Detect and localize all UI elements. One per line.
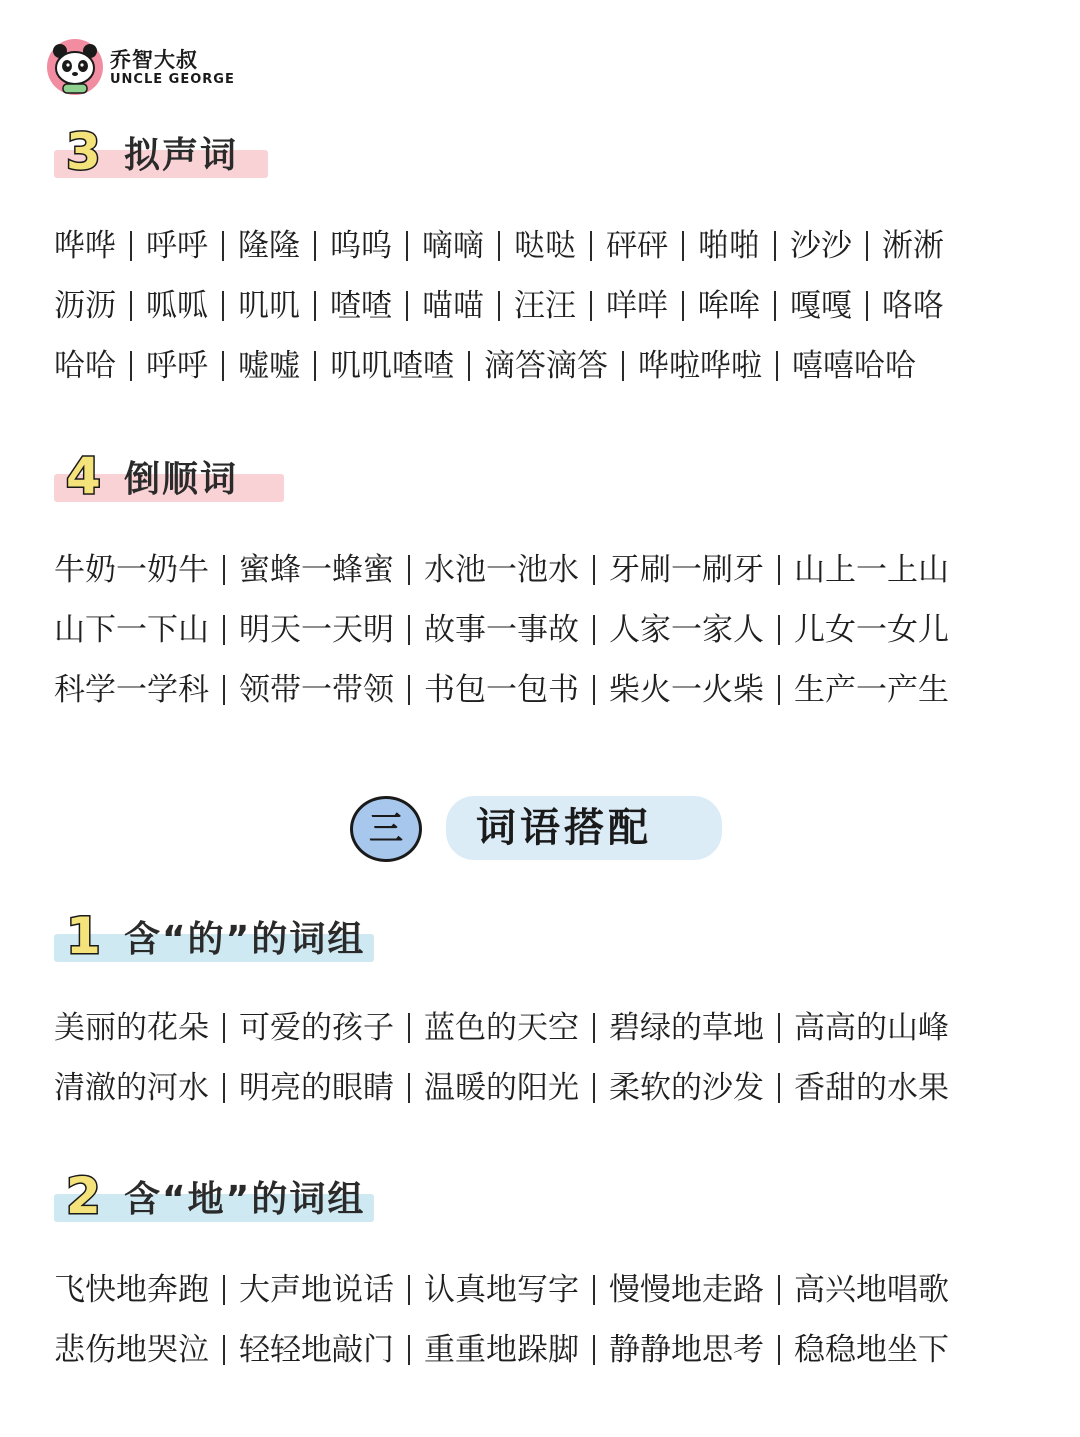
section-heading-di-phrases bbox=[54, 1166, 376, 1230]
word-item: 咩咩 bbox=[606, 288, 668, 324]
separator-bar bbox=[590, 291, 592, 321]
word-item: 滴答滴答 bbox=[484, 348, 608, 384]
word-item: 人家一家人 bbox=[609, 612, 764, 648]
word-item: 喵喵 bbox=[422, 288, 484, 324]
word-item: 水池一池水 bbox=[424, 552, 579, 588]
word-item: 柔软的沙发 bbox=[609, 1070, 764, 1106]
separator-bar bbox=[130, 231, 132, 261]
word-item: 呱呱 bbox=[146, 288, 208, 324]
word-item: 重重地跺脚 bbox=[424, 1332, 579, 1368]
word-item: 悲伤地哭泣 bbox=[54, 1332, 209, 1368]
word-item: 哗哗 bbox=[54, 228, 116, 264]
word-row bbox=[54, 1066, 1014, 1110]
separator-bar bbox=[223, 615, 225, 645]
word-item: 呜呜 bbox=[330, 228, 392, 264]
separator-bar bbox=[593, 675, 595, 705]
word-item: 哒哒 bbox=[514, 228, 576, 264]
word-row bbox=[54, 1006, 1014, 1050]
separator-bar bbox=[778, 1073, 780, 1103]
word-item: 咯咯 bbox=[882, 288, 944, 324]
separator-bar bbox=[593, 1335, 595, 1365]
word-item: 哗啦哗啦 bbox=[638, 348, 762, 384]
separator-bar bbox=[222, 231, 224, 261]
word-row bbox=[54, 1268, 1014, 1312]
section-title: 倒顺词 bbox=[124, 459, 239, 500]
separator-bar bbox=[774, 291, 776, 321]
separator-bar bbox=[223, 1073, 225, 1103]
separator-bar bbox=[778, 1275, 780, 1305]
separator-bar bbox=[682, 291, 684, 321]
separator-bar bbox=[593, 555, 595, 585]
separator-bar bbox=[776, 351, 778, 381]
brand-logo bbox=[46, 38, 246, 98]
separator-bar bbox=[778, 675, 780, 705]
separator-bar bbox=[223, 1275, 225, 1305]
word-row bbox=[54, 548, 1014, 592]
logo-english-name: UNCLE GEORGE bbox=[110, 72, 235, 87]
separator-bar bbox=[408, 555, 410, 585]
word-item: 碧绿的草地 bbox=[609, 1010, 764, 1046]
word-item: 喳喳 bbox=[330, 288, 392, 324]
word-item: 牙刷一刷牙 bbox=[609, 552, 764, 588]
word-item: 蜜蜂一蜂蜜 bbox=[239, 552, 394, 588]
word-item: 隆隆 bbox=[238, 228, 300, 264]
word-item: 淅淅 bbox=[882, 228, 944, 264]
section-title: 含“地”的词组 bbox=[124, 1179, 366, 1220]
word-item: 明天一天明 bbox=[239, 612, 394, 648]
word-item: 稳稳地坐下 bbox=[794, 1332, 949, 1368]
separator-bar bbox=[314, 291, 316, 321]
separator-bar bbox=[866, 291, 868, 321]
section-title: 拟声词 bbox=[124, 135, 239, 176]
separator-bar bbox=[498, 231, 500, 261]
word-item: 清澈的河水 bbox=[54, 1070, 209, 1106]
separator-bar bbox=[222, 351, 224, 381]
separator-bar bbox=[408, 675, 410, 705]
word-item: 飞快地奔跑 bbox=[54, 1272, 209, 1308]
word-item: 儿女一女儿 bbox=[794, 612, 949, 648]
section-heading-onomatopoeia bbox=[54, 122, 274, 186]
separator-bar bbox=[222, 291, 224, 321]
word-item: 书包一包书 bbox=[424, 672, 579, 708]
word-row bbox=[54, 1328, 1014, 1372]
section-title: 含“的”的词组 bbox=[124, 919, 366, 960]
word-item: 美丽的花朵 bbox=[54, 1010, 209, 1046]
separator-bar bbox=[593, 615, 595, 645]
word-row bbox=[54, 284, 1014, 328]
word-item: 嘀嘀 bbox=[422, 228, 484, 264]
separator-bar bbox=[223, 555, 225, 585]
word-row bbox=[54, 344, 1014, 388]
separator-bar bbox=[406, 291, 408, 321]
word-item: 故事一事故 bbox=[424, 612, 579, 648]
separator-bar bbox=[314, 231, 316, 261]
word-item: 汪汪 bbox=[514, 288, 576, 324]
word-item: 呼呼 bbox=[146, 348, 208, 384]
word-item: 温暖的阳光 bbox=[424, 1070, 579, 1106]
chapter-number: 三 bbox=[350, 796, 422, 862]
separator-bar bbox=[622, 351, 624, 381]
word-row bbox=[54, 224, 1014, 268]
word-item: 大声地说话 bbox=[239, 1272, 394, 1308]
word-item: 轻轻地敲门 bbox=[239, 1332, 394, 1368]
word-item: 明亮的眼睛 bbox=[239, 1070, 394, 1106]
word-item: 高兴地唱歌 bbox=[794, 1272, 949, 1308]
separator-bar bbox=[130, 351, 132, 381]
word-row bbox=[54, 668, 1014, 712]
word-item: 嘎嘎 bbox=[790, 288, 852, 324]
separator-bar bbox=[866, 231, 868, 261]
chapter-heading bbox=[350, 792, 730, 868]
word-item: 叽叽 bbox=[238, 288, 300, 324]
section-heading-de-phrases bbox=[54, 906, 376, 970]
separator-bar bbox=[314, 351, 316, 381]
chapter-title: 词语搭配 bbox=[476, 805, 652, 851]
separator-bar bbox=[590, 231, 592, 261]
separator-bar bbox=[593, 1073, 595, 1103]
separator-bar bbox=[408, 1275, 410, 1305]
separator-bar bbox=[593, 1013, 595, 1043]
word-item: 哈哈 bbox=[54, 348, 116, 384]
word-item: 啪啪 bbox=[698, 228, 760, 264]
separator-bar bbox=[408, 1073, 410, 1103]
word-item: 慢慢地走路 bbox=[609, 1272, 764, 1308]
separator-bar bbox=[223, 675, 225, 705]
word-item: 牛奶一奶牛 bbox=[54, 552, 209, 588]
word-item: 认真地写字 bbox=[424, 1272, 579, 1308]
separator-bar bbox=[408, 1335, 410, 1365]
separator-bar bbox=[778, 1013, 780, 1043]
separator-bar bbox=[408, 615, 410, 645]
separator-bar bbox=[682, 231, 684, 261]
word-item: 蓝色的天空 bbox=[424, 1010, 579, 1046]
panda-icon bbox=[46, 38, 104, 96]
separator-bar bbox=[408, 1013, 410, 1043]
separator-bar bbox=[223, 1013, 225, 1043]
separator-bar bbox=[593, 1275, 595, 1305]
section-heading-reversible-words bbox=[54, 446, 286, 510]
logo-chinese-name: 乔智大叔 bbox=[110, 48, 198, 72]
word-item: 山下一下山 bbox=[54, 612, 209, 648]
word-item: 可爱的孩子 bbox=[239, 1010, 394, 1046]
word-item: 生产一产生 bbox=[794, 672, 949, 708]
section-number: 3 bbox=[66, 123, 101, 181]
word-item: 嘻嘻哈哈 bbox=[792, 348, 916, 384]
word-item: 领带一带领 bbox=[239, 672, 394, 708]
separator-bar bbox=[223, 1335, 225, 1365]
word-item: 静静地思考 bbox=[609, 1332, 764, 1368]
separator-bar bbox=[778, 555, 780, 585]
separator-bar bbox=[468, 351, 470, 381]
word-item: 砰砰 bbox=[606, 228, 668, 264]
word-item: 高高的山峰 bbox=[794, 1010, 949, 1046]
word-item: 嘘嘘 bbox=[238, 348, 300, 384]
word-item: 香甜的水果 bbox=[794, 1070, 949, 1106]
word-item: 沙沙 bbox=[790, 228, 852, 264]
section-number: 1 bbox=[66, 907, 101, 965]
separator-bar bbox=[778, 1335, 780, 1365]
word-item: 沥沥 bbox=[54, 288, 116, 324]
word-item: 科学一学科 bbox=[54, 672, 209, 708]
separator-bar bbox=[778, 615, 780, 645]
section-number: 2 bbox=[66, 1167, 101, 1225]
separator-bar bbox=[130, 291, 132, 321]
section-number: 4 bbox=[66, 447, 101, 505]
word-item: 柴火一火柴 bbox=[609, 672, 764, 708]
word-row bbox=[54, 608, 1014, 652]
word-item: 叽叽喳喳 bbox=[330, 348, 454, 384]
word-item: 哞哞 bbox=[698, 288, 760, 324]
separator-bar bbox=[774, 231, 776, 261]
word-item: 呼呼 bbox=[146, 228, 208, 264]
word-item: 山上一上山 bbox=[794, 552, 949, 588]
separator-bar bbox=[406, 231, 408, 261]
separator-bar bbox=[498, 291, 500, 321]
